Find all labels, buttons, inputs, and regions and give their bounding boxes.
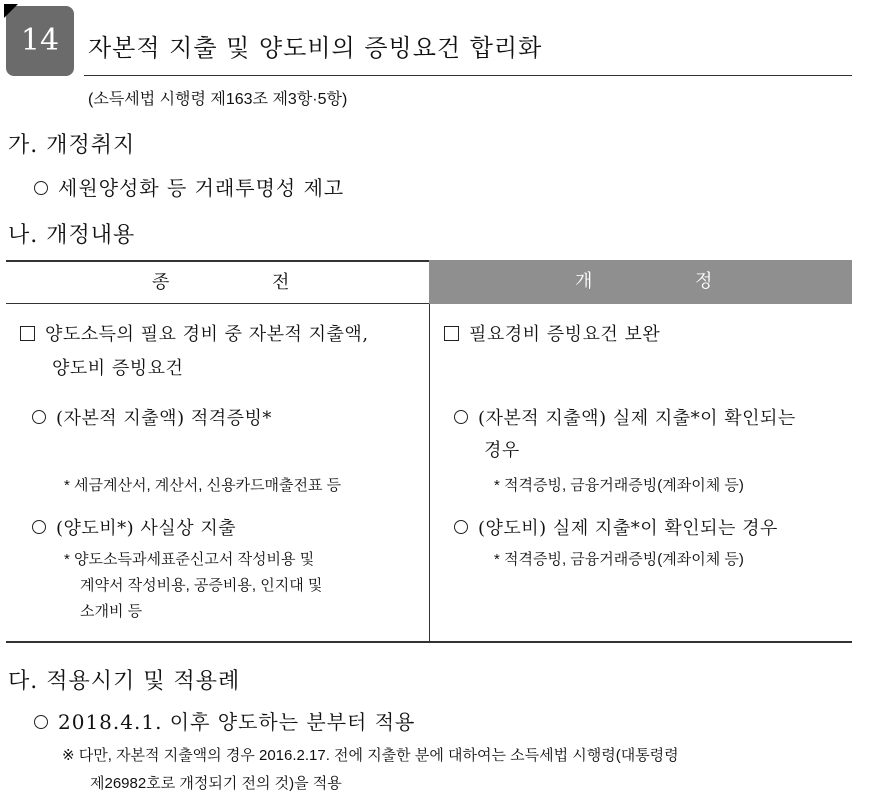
timing-item [34,706,415,735]
before-box-line1: 양도소득의 필요 경비 중 자본적 지출액, [45,324,369,345]
timing-heading: 다. 적용시기 및 적용례 [8,669,241,694]
header-after [429,260,852,304]
legal-reference: (소득세법 시행령 제163조 제3항·5항) [88,91,348,108]
after-item1-line2: 경우 [484,440,520,461]
before-item2-note-line2: 계약서 작성비용, 공증비용, 인지대 및 [80,577,323,594]
header-before-char1: 종 [152,272,170,293]
comparison-table [6,260,852,642]
header-before-char2: 전 [272,272,290,293]
square-bullet-icon [444,326,459,341]
after-item2-note: * 적격증빙, 금융거래증빙(계좌이체 등) [494,551,744,568]
after-box-item [444,320,660,346]
before-box-line2: 양도비 증빙요건 [52,358,184,379]
content-heading: 나. 개정내용 [8,223,136,248]
header-after-char2: 정 [695,271,713,292]
timing-item-text: 2018.4.1. 이후 양도하는 분부터 적용 [58,710,416,734]
before-item1 [32,404,272,430]
before-item1-note: * 세금계산서, 계산서, 신용카드매출전표 등 [64,477,342,494]
after-item1 [454,404,796,430]
before-item2-note-line3: 소개비 등 [80,603,143,620]
before-item2 [32,514,236,540]
circle-bullet-icon [32,520,46,534]
after-item1-line1: (자본적 지출액) 실제 지출*이 확인되는 [478,408,796,429]
after-box-line1: 필요경비 증빙요건 보완 [469,324,661,345]
circle-bullet-icon [34,715,48,729]
timing-note-line2: 제26982호로 개정되기 전의 것)을 적용 [90,775,342,792]
badge-corner-mark [4,4,18,18]
section-number-badge: 14 [6,6,74,76]
after-item2 [454,514,778,540]
title-divider [84,75,852,76]
reference-mark-icon: ※ [62,747,75,764]
purpose-item-text: 세원양성화 등 거래투명성 제고 [58,176,345,200]
header-after-char1: 개 [575,271,593,292]
after-item2-text: (양도비) 실제 지출*이 확인되는 경우 [478,518,778,539]
page-title: 자본적 지출 및 양도비의 증빙요건 합리화 [88,34,543,62]
purpose-heading: 가. 개정취지 [8,133,136,158]
circle-bullet-icon [34,181,48,195]
timing-note-line1 [62,744,679,765]
before-item2-note-line1: * 양도소득과세표준신고서 작성비용 및 [64,551,315,568]
circle-bullet-icon [32,410,46,424]
square-bullet-icon [20,326,35,341]
purpose-item [34,172,344,201]
timing-note-line1-text: 다만, 자본적 지출액의 경우 2016.2.17. 전에 지출한 분에 대하여는 소득세법 시행령(대통령령 [78,747,679,764]
table-bottom-rule [6,641,852,643]
after-item1-note: * 적격증빙, 금융거래증빙(계좌이체 등) [494,477,744,494]
header-before [6,260,429,304]
before-item1-text: (자본적 지출액) 적격증빙* [56,408,272,429]
before-item2-text: (양도비*) 사실상 지출 [56,518,237,539]
column-divider [429,304,430,642]
circle-bullet-icon [454,520,468,534]
circle-bullet-icon [454,410,468,424]
before-box-item [20,320,369,346]
